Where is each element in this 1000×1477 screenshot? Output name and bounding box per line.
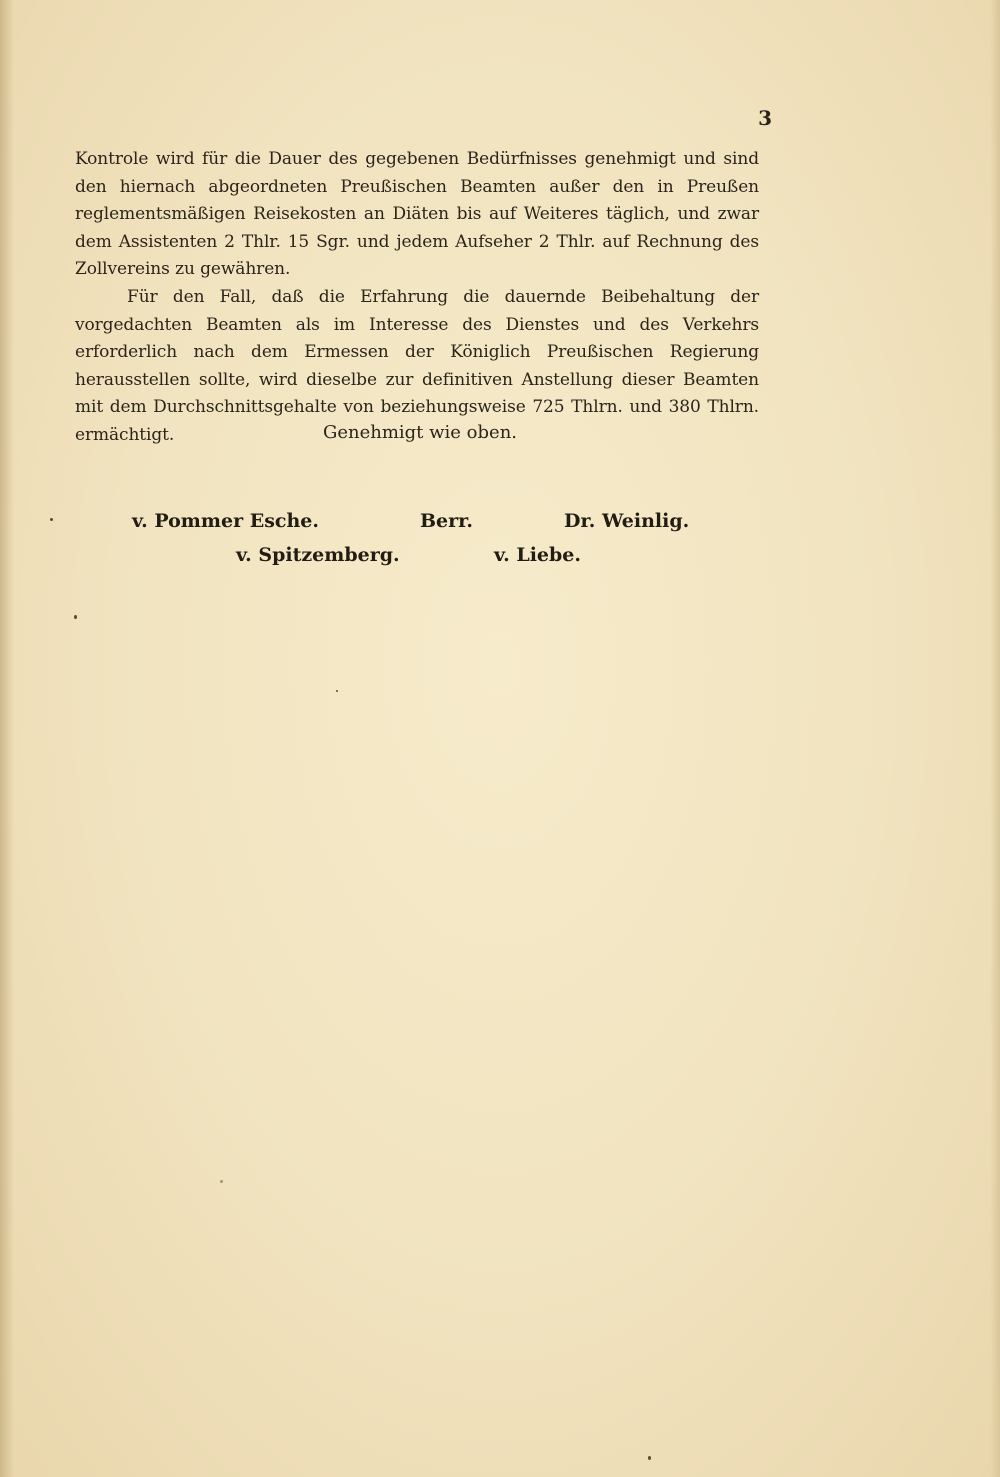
page-edge-left — [0, 0, 14, 1477]
paragraph: Für den Fall, daß die Erfahrung die dauernde Beibehaltung der vorgedachten Beamten als im Interesse des Dienstes und des Verkehrs erforderlich nach dem Ermessen der Königlich Preußischen Regierung herausstellen sollte, wird dieselbe zur definitiven Anstellung dieser Beamten mit dem Durchschnittsgehalte von beziehungsweise 725 Thlrn. und 380 Thlrn. ermächtigt. — [75, 286, 759, 445]
page-number: 3 — [758, 106, 772, 130]
body-text — [75, 146, 759, 450]
signature-spitzemberg: v. Spitzemberg. — [236, 544, 400, 566]
paper-speck — [50, 518, 53, 521]
signature-weinlig: Dr. Weinlig. — [564, 510, 690, 532]
paper-speck — [648, 1456, 651, 1460]
page-edge-right — [990, 0, 1000, 1477]
approval-line: Genehmigt wie oben. — [322, 422, 518, 443]
paper-speck — [74, 615, 77, 619]
paper-speck — [220, 1180, 223, 1183]
paragraph: Kontrole wird für die Dauer des gegebenen Bedürfnisses genehmigt und sind den hiernach abgeordneten Preußischen Beamten außer den in Preußen reglementsmäßigen Reisekosten an Diäten bis auf Weiteres täglich, und zwar dem Assistenten 2 Thlr. 15 Sgr. und jedem Aufseher 2 Thlr. auf Rechnung des Zollvereins zu gewähren. — [75, 149, 759, 280]
signature-berr: Berr. — [420, 510, 474, 532]
paper-speck — [336, 690, 338, 692]
signature-liebe: v. Liebe. — [494, 544, 582, 566]
signature-pommer-esche: v. Pommer Esche. — [132, 510, 319, 532]
